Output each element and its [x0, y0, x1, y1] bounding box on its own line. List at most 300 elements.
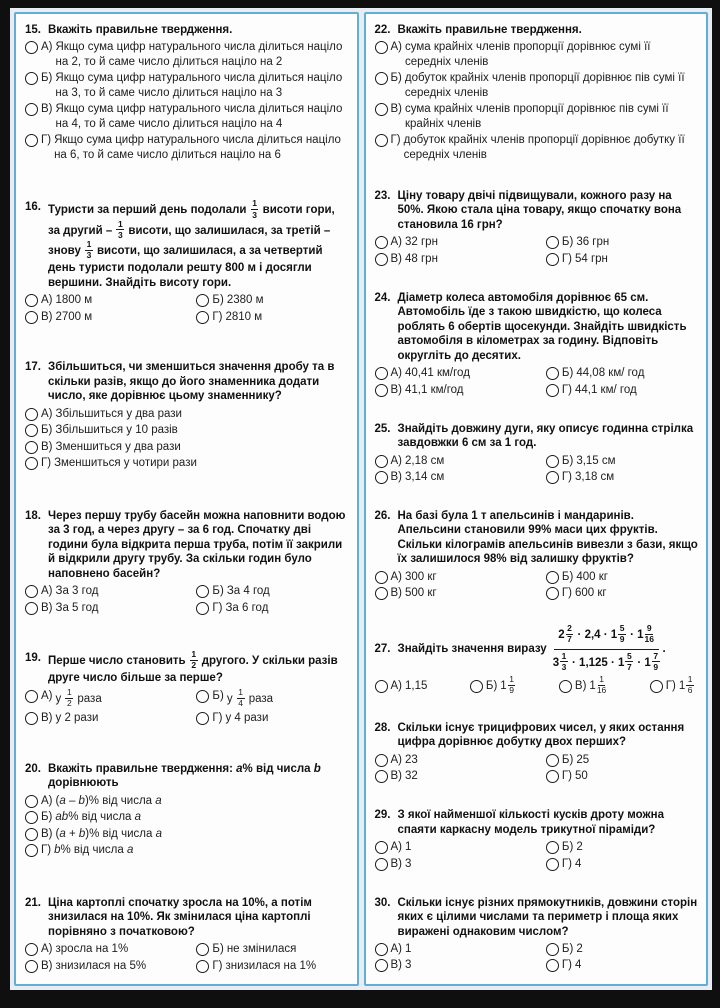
- option-text: b% від числа a: [54, 844, 134, 857]
- option-22-Г[interactable]: [375, 133, 700, 162]
- fraction-numerator: 1: [599, 673, 604, 684]
- option-16-Г[interactable]: [196, 310, 349, 324]
- question-22: [375, 23, 700, 164]
- radio-button[interactable]: [25, 844, 38, 857]
- option-label: Б): [561, 454, 574, 467]
- option-text: 50: [574, 770, 588, 783]
- fraction-denominator: 3: [86, 250, 92, 261]
- option-label: Г): [212, 601, 223, 614]
- radio-button[interactable]: [25, 72, 38, 85]
- fraction-numerator: 1: [117, 218, 123, 229]
- option-23-В[interactable]: [375, 252, 546, 266]
- option-label: Б): [212, 943, 224, 956]
- option-26-В[interactable]: [375, 586, 546, 600]
- option-label: А): [390, 943, 402, 955]
- radio-button[interactable]: [546, 587, 559, 600]
- question-stem: [25, 896, 350, 939]
- options: [25, 407, 350, 471]
- question-stem: [375, 23, 700, 37]
- question-text: Скільки існує різних прямокутників, довжини сторін яких є цілими числами та периметр і площа яких виражені однаковим числом?: [397, 896, 698, 938]
- option-text: знизилася на 1%: [225, 959, 317, 972]
- option-20-В[interactable]: [25, 827, 350, 841]
- radio-button[interactable]: [25, 294, 38, 307]
- radio-button[interactable]: [375, 959, 388, 972]
- option-15-А[interactable]: [25, 40, 350, 69]
- option-23-Г[interactable]: [546, 252, 699, 266]
- option-28-А[interactable]: [375, 753, 546, 767]
- radio-button[interactable]: [25, 41, 38, 54]
- radio-button[interactable]: [375, 754, 388, 767]
- option-text: добуток крайніх членів пропорції дорівнює пів сумі її середніх членів: [404, 72, 685, 99]
- option-17-Г[interactable]: [25, 456, 350, 470]
- option-label: А): [390, 454, 402, 467]
- option-label: А): [41, 294, 53, 307]
- option-24-А[interactable]: [375, 366, 546, 380]
- option-label: А): [390, 753, 402, 766]
- option-text: 3,15 см: [576, 454, 616, 467]
- question-stem: [375, 189, 700, 232]
- option-text: Якщо сума цифр натурального числа ділиться націло на 2, то й саме число ділиться націло на 2: [55, 41, 343, 68]
- option-25-Г[interactable]: [546, 470, 699, 484]
- option-text: Якщо сума цифр натурального числа ділиться націло на 4, то й саме число ділиться націло на 4: [55, 103, 343, 130]
- fraction: [237, 688, 245, 708]
- radio-button[interactable]: [25, 828, 38, 841]
- option-text: у 4 рази: [225, 712, 269, 725]
- options: [375, 454, 700, 485]
- fraction-numerator: 1: [687, 673, 693, 684]
- options: [375, 753, 700, 784]
- option-label: Б): [212, 585, 224, 598]
- options: [25, 40, 350, 162]
- option-30-Г[interactable]: [546, 958, 699, 972]
- radio-button[interactable]: [375, 103, 388, 116]
- option-17-А[interactable]: [25, 407, 350, 421]
- radio-button[interactable]: [375, 943, 388, 956]
- option-16-А[interactable]: [25, 293, 196, 307]
- radio-button[interactable]: [25, 960, 38, 973]
- question-stem: [25, 762, 350, 791]
- option-17-В[interactable]: [25, 440, 350, 454]
- fraction: [652, 652, 660, 672]
- question-text: Ціну товару двічі підвищували, кожного разу на 50%. Якою стала ціна товару, якщо спочатку вона становила 16 грн?: [397, 189, 682, 231]
- radio-button[interactable]: [546, 367, 559, 380]
- fraction: [686, 675, 694, 695]
- option-label: В): [41, 959, 53, 972]
- radio-button[interactable]: [196, 712, 209, 725]
- question-text: Діаметр колеса автомобіля дорівнює 65 см. Автомобіль їде з такою швидкістю, що колеса роблять 6 обертів щосекунди. Знайдіть швидкість автомобіля в кілометрах за годину. Відповіть округліть до десятих.: [397, 291, 687, 362]
- option-label: Г): [561, 470, 572, 483]
- radio-button[interactable]: [375, 770, 388, 783]
- radio-button[interactable]: [196, 311, 209, 324]
- question-stem: [375, 808, 700, 837]
- option-text: Якщо сума цифр натурального числа ділиться націло на 6, то й саме число ділиться націло на 6: [54, 134, 341, 161]
- option-21-В[interactable]: [25, 959, 196, 973]
- option-18-Б[interactable]: [196, 584, 349, 598]
- radio-button[interactable]: [25, 811, 38, 824]
- radio-button[interactable]: [375, 858, 388, 871]
- question-stem: [375, 896, 700, 939]
- radio-button[interactable]: [546, 471, 559, 484]
- options: [375, 40, 700, 162]
- options: [25, 584, 350, 615]
- option-text: 36 грн: [576, 236, 610, 249]
- option-label: Б): [561, 943, 574, 955]
- option-21-Б[interactable]: [196, 942, 349, 956]
- option-16-Б[interactable]: [196, 293, 349, 307]
- option-text: у $\frac{1}{2}$ раза: [55, 686, 102, 709]
- option-text: Якщо сума цифр натурального числа ділиться націло на 3, то й саме число ділиться націло на 3: [55, 72, 343, 99]
- question-text: Вкажіть правильне твердження: a% від числа b дорівнюють: [48, 762, 321, 790]
- question-stem: [25, 360, 350, 403]
- option-24-Г[interactable]: [546, 383, 699, 397]
- option-29-Б[interactable]: [546, 840, 699, 854]
- radio-button[interactable]: [25, 795, 38, 808]
- radio-button[interactable]: [546, 858, 559, 871]
- fraction: [566, 624, 574, 644]
- option-text: 600 кг: [574, 587, 607, 600]
- question-21: [25, 896, 350, 973]
- test-column-2: [364, 12, 709, 986]
- options: [25, 794, 350, 858]
- options: [375, 673, 700, 696]
- fraction-numerator: 1: [238, 686, 243, 697]
- option-label: В): [41, 827, 53, 840]
- fraction: [85, 240, 93, 260]
- radio-button[interactable]: [25, 408, 38, 421]
- question-16: [25, 200, 350, 324]
- radio-button[interactable]: [375, 253, 388, 266]
- option-25-Б[interactable]: [546, 454, 699, 468]
- radio-button[interactable]: [25, 690, 38, 703]
- option-label: Б): [561, 753, 574, 766]
- radio-button[interactable]: [196, 960, 209, 973]
- option-text: 41,1 км/год: [405, 383, 464, 396]
- option-20-А[interactable]: [25, 794, 350, 808]
- option-text: 44,1 км/ год: [574, 383, 637, 396]
- question-number: 23.: [374, 189, 391, 202]
- option-label: А): [390, 367, 402, 380]
- question-stem: [25, 23, 350, 37]
- option-19-В[interactable]: [25, 711, 196, 725]
- option-20-Г[interactable]: [25, 843, 350, 857]
- option-28-В[interactable]: [375, 769, 546, 783]
- fraction-denominator: 9: [509, 685, 514, 696]
- option-label: В): [390, 959, 402, 972]
- option-21-Г[interactable]: [196, 959, 349, 973]
- radio-button[interactable]: [25, 311, 38, 324]
- option-label: А): [41, 585, 53, 598]
- option-30-В[interactable]: [375, 958, 546, 972]
- option-text: Зменшиться у два рази: [55, 440, 181, 453]
- option-18-Г[interactable]: [196, 601, 349, 615]
- radio-button[interactable]: [25, 441, 38, 454]
- option-label: Г): [41, 457, 52, 470]
- option-text: ab% від числа a: [55, 811, 142, 824]
- option-24-В[interactable]: [375, 383, 546, 397]
- option-text: Зменшиться у чотири рази: [54, 457, 197, 470]
- option-text: 500 кг: [405, 587, 437, 600]
- radio-button[interactable]: [196, 585, 209, 598]
- fraction-numerator: 1: [509, 673, 514, 684]
- option-29-В[interactable]: [375, 857, 546, 871]
- radio-button[interactable]: [546, 754, 559, 767]
- option-25-В[interactable]: [375, 470, 546, 484]
- question-15: [25, 23, 350, 164]
- option-label: В): [41, 440, 53, 453]
- option-label: В): [390, 587, 402, 600]
- option-15-Б[interactable]: [25, 71, 350, 100]
- question-stem: [375, 509, 700, 567]
- option-29-А[interactable]: [375, 840, 546, 854]
- question-28: [375, 721, 700, 784]
- option-text: За 5 год: [55, 601, 99, 614]
- question-17: [25, 360, 350, 472]
- fraction: [645, 624, 654, 644]
- question-24: [375, 291, 700, 397]
- option-text: 3: [405, 959, 412, 972]
- option-23-Б[interactable]: [546, 235, 699, 249]
- radio-button[interactable]: [650, 680, 663, 693]
- radio-button[interactable]: [25, 457, 38, 470]
- question-stem: [25, 509, 350, 581]
- expression-suffix: .: [662, 642, 666, 655]
- question-number: 24.: [374, 291, 391, 304]
- option-label: В): [390, 103, 402, 116]
- question-stem: [375, 625, 700, 673]
- radio-button[interactable]: [196, 294, 209, 307]
- question-stem: [375, 291, 700, 363]
- radio-button[interactable]: [546, 253, 559, 266]
- option-23-А[interactable]: [375, 235, 546, 249]
- option-label: А): [390, 570, 402, 583]
- option-text: зросла на 1%: [55, 943, 129, 956]
- radio-button[interactable]: [375, 134, 388, 147]
- fraction-numerator: 1: [66, 686, 72, 697]
- option-text: 32 грн: [405, 236, 438, 249]
- option-15-Г[interactable]: [25, 133, 350, 162]
- option-text: 23: [405, 753, 418, 766]
- radio-button[interactable]: [25, 103, 38, 116]
- radio-button[interactable]: [375, 680, 388, 693]
- option-19-Г[interactable]: [196, 711, 349, 725]
- option-30-А[interactable]: [375, 942, 546, 956]
- option-label: Г): [390, 134, 401, 147]
- option-text: 1800 м: [55, 294, 93, 307]
- question-text: Збільшиться, чи зменшиться значення дробу та в скільки разів, якщо до його знаменника додати число, яке дорівнює цьому знаменнику?: [48, 361, 335, 403]
- option-30-Б[interactable]: [546, 942, 699, 956]
- option-text: 400 кг: [576, 570, 608, 583]
- radio-button[interactable]: [25, 424, 38, 437]
- option-22-В[interactable]: [375, 102, 700, 131]
- option-text: 25: [576, 753, 590, 766]
- question-number: 27.: [374, 642, 391, 655]
- option-27-А[interactable]: [375, 679, 428, 693]
- radio-button[interactable]: [375, 41, 388, 54]
- question-26: [375, 509, 700, 601]
- option-29-Г[interactable]: [546, 857, 699, 871]
- option-26-А[interactable]: [375, 570, 546, 584]
- option-21-А[interactable]: [25, 942, 196, 956]
- option-text: 40,41 км/год: [405, 367, 470, 380]
- option-label: Б): [561, 841, 574, 854]
- radio-button[interactable]: [375, 841, 388, 854]
- radio-button[interactable]: [25, 943, 38, 956]
- option-label: Б): [41, 424, 53, 437]
- option-label: В): [390, 383, 402, 396]
- option-28-Б[interactable]: [546, 753, 699, 767]
- option-text: 48 грн: [405, 252, 438, 265]
- option-label: Г): [41, 844, 52, 857]
- radio-button[interactable]: [559, 680, 572, 693]
- fraction-numerator: 1: [252, 198, 257, 209]
- option-text: 1,15: [405, 679, 428, 692]
- option-26-Б[interactable]: [546, 570, 699, 584]
- option-16-В[interactable]: [25, 310, 196, 324]
- question-stem: [375, 721, 700, 750]
- question-text: Знайдіть значення виразу: [397, 642, 547, 655]
- radio-button[interactable]: [375, 367, 388, 380]
- radio-button[interactable]: [375, 571, 388, 584]
- option-text: 3,14 см: [405, 470, 445, 483]
- fraction: [625, 652, 633, 672]
- question-text: Вкажіть правильне твердження.: [48, 24, 233, 36]
- option-18-В[interactable]: [25, 601, 196, 615]
- radio-button[interactable]: [546, 770, 559, 783]
- question-stem: [375, 422, 700, 451]
- option-text: 3,18 см: [574, 470, 615, 483]
- option-text: 1: [405, 841, 412, 854]
- question-text: Перше число становить $\frac{1}{2}$ другого. У скільки разів друге число більше за перше?: [48, 649, 338, 685]
- question-27: [375, 625, 700, 696]
- question-text: Вкажіть правильне твердження.: [397, 24, 582, 36]
- option-22-А[interactable]: [375, 40, 700, 69]
- question-30: [375, 896, 700, 973]
- option-label: Б): [41, 811, 53, 824]
- radio-button[interactable]: [546, 571, 559, 584]
- radio-button[interactable]: [25, 134, 38, 147]
- fraction-denominator: 3: [561, 661, 567, 672]
- option-24-Б[interactable]: [546, 366, 699, 380]
- question-number: 30.: [374, 896, 391, 909]
- question-20: [25, 762, 350, 860]
- radio-button[interactable]: [25, 712, 38, 725]
- option-label: Г): [561, 587, 572, 600]
- question-18: [25, 509, 350, 615]
- option-text: За 3 год: [55, 585, 99, 598]
- option-label: А): [390, 679, 402, 692]
- radio-button[interactable]: [25, 585, 38, 598]
- radio-button[interactable]: [375, 455, 388, 468]
- expression-denominator: 3 $\frac{1}{3}$ · 1,125 · 1 $\frac{5}{7}$ · 1 $\frac{7}{9}$: [552, 650, 659, 672]
- fraction-numerator: 1: [561, 650, 567, 661]
- question-number: 17.: [25, 361, 41, 374]
- option-label: В): [574, 679, 587, 692]
- radio-button[interactable]: [375, 384, 388, 397]
- option-label: В): [390, 770, 402, 783]
- radio-button[interactable]: [25, 602, 38, 615]
- fraction-numerator: 9: [646, 623, 652, 634]
- fraction-denominator: 7: [626, 661, 632, 672]
- option-text: добуток крайніх членів пропорції дорівнює добутку її середніх членів: [403, 134, 685, 161]
- option-text: 2: [576, 943, 583, 955]
- option-15-В[interactable]: [25, 102, 350, 131]
- option-text: 300 кг: [405, 570, 437, 583]
- option-19-А[interactable]: [25, 686, 196, 709]
- option-text: 2,18 см: [405, 454, 445, 467]
- radio-button[interactable]: [546, 943, 559, 956]
- fraction-denominator: 4: [238, 698, 243, 709]
- radio-button[interactable]: [546, 384, 559, 397]
- radio-button[interactable]: [375, 471, 388, 484]
- option-22-Б[interactable]: [375, 71, 700, 100]
- option-text: Збільшиться у 10 разів: [55, 424, 178, 437]
- option-26-Г[interactable]: [546, 586, 699, 600]
- option-label: А): [41, 794, 53, 807]
- radio-button[interactable]: [196, 943, 209, 956]
- radio-button[interactable]: [546, 959, 559, 972]
- fraction: [116, 220, 124, 240]
- option-label: В): [41, 310, 53, 323]
- options: [375, 840, 700, 871]
- fraction-numerator: 5: [626, 650, 632, 661]
- fraction-denominator: 3: [252, 209, 257, 220]
- expression-fraction: [553, 625, 661, 673]
- fraction-denominator: 7: [567, 634, 572, 645]
- option-19-Б[interactable]: [196, 686, 349, 709]
- fraction-numerator: 1: [191, 649, 197, 660]
- option-27-Г[interactable]: [650, 673, 695, 696]
- question-number: 28.: [374, 721, 391, 734]
- option-label: А): [41, 407, 53, 420]
- radio-button[interactable]: [375, 72, 388, 85]
- option-label: Г): [212, 310, 223, 323]
- radio-button[interactable]: [196, 602, 209, 615]
- radio-button[interactable]: [375, 587, 388, 600]
- option-label: В): [390, 857, 402, 870]
- option-27-В[interactable]: [559, 673, 607, 696]
- radio-button[interactable]: [546, 455, 559, 468]
- radio-button[interactable]: [546, 236, 559, 249]
- option-text: 1 $\frac{1}{9}$: [500, 673, 514, 696]
- expression-numerator: 2 $\frac{2}{7}$ · 2,4 · 1 $\frac{5}{9}$ · 1 $\frac{9}{16}$: [554, 625, 659, 649]
- radio-button[interactable]: [375, 236, 388, 249]
- option-27-Б[interactable]: [470, 673, 517, 696]
- question-text: На базі була 1 т апельсинів і мандаринів. Апельсини становили 99% маси цих фруктів. Скільки кілограмів апельсинів вивезли з бази, якщо їх залишилося 98% від залишку фруктів?: [397, 509, 698, 566]
- question-19: [25, 651, 350, 726]
- option-18-А[interactable]: [25, 584, 196, 598]
- option-17-Б[interactable]: [25, 423, 350, 437]
- option-label: А): [41, 689, 53, 702]
- option-25-А[interactable]: [375, 454, 546, 468]
- option-text: у $\frac{1}{4}$ раза: [226, 686, 274, 709]
- fraction-numerator: 5: [619, 623, 625, 634]
- option-28-Г[interactable]: [546, 769, 699, 783]
- options: [25, 293, 350, 324]
- question-number: 21.: [25, 896, 41, 909]
- fraction: [65, 688, 73, 708]
- radio-button[interactable]: [470, 680, 483, 693]
- option-label: Г): [561, 959, 572, 972]
- question-number: 19.: [25, 652, 41, 665]
- option-text: За 6 год: [225, 601, 269, 614]
- option-20-Б[interactable]: [25, 810, 350, 824]
- radio-button[interactable]: [546, 841, 559, 854]
- question-number: 29.: [374, 809, 391, 822]
- option-text: 54 грн: [574, 252, 608, 265]
- test-sheet: [10, 8, 712, 990]
- radio-button[interactable]: [196, 690, 209, 703]
- option-text: 1 $\frac{1}{16}$: [589, 673, 607, 696]
